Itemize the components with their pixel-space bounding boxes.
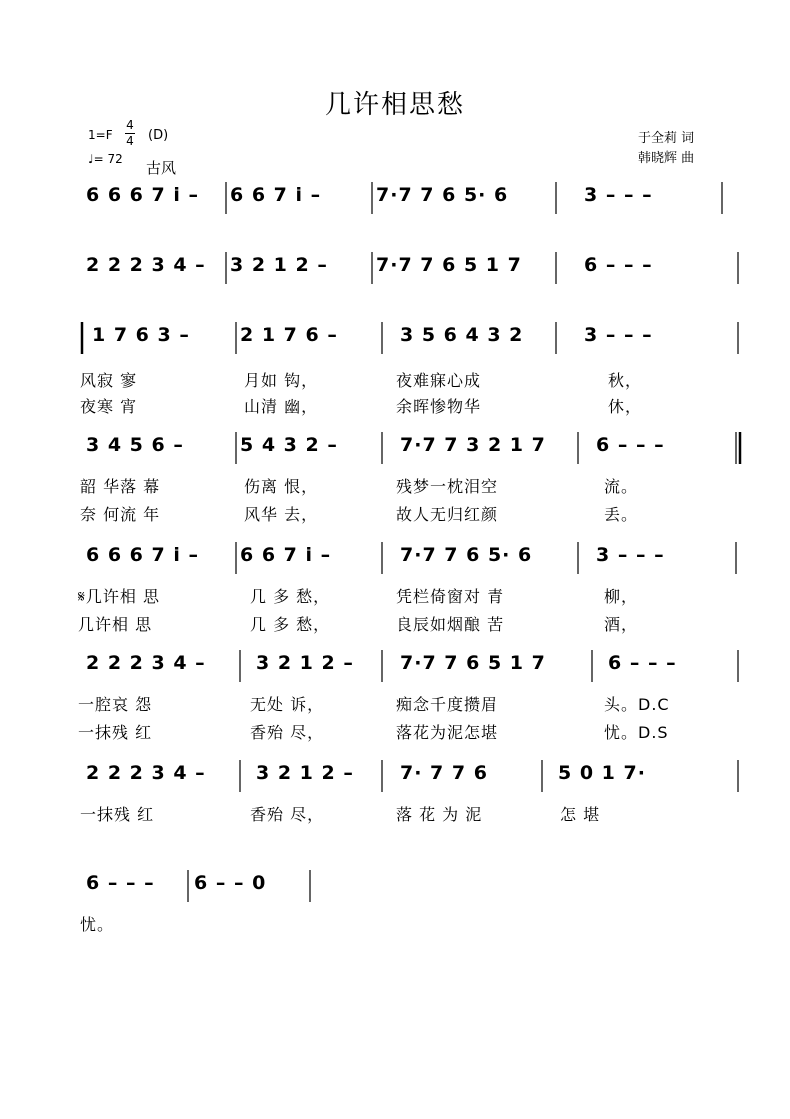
- measure: 3 2 1 2 –: [230, 254, 328, 276]
- measure: 7· 7 7 6: [400, 762, 488, 784]
- lyric-text: 柳，: [604, 587, 639, 606]
- measure: 3 – – –: [584, 324, 653, 346]
- lyric-text: 落 花 为 泥: [396, 805, 483, 824]
- lyric-text: 几 多 愁，: [250, 587, 331, 606]
- lyric-text: 头。D.C: [604, 695, 670, 714]
- lyric-text: 余晖惨物华: [396, 397, 482, 416]
- lyric-text: 奈 何流 年: [80, 505, 161, 524]
- lyric-text: 香殆 尽，: [250, 805, 325, 824]
- lyric-text: 忧。: [80, 915, 115, 934]
- lyric-text: 香殆 尽，: [250, 723, 325, 742]
- lyric-text: 韶 华落 幕: [80, 477, 161, 496]
- lyric-text: 𝄋几许相 思: [78, 587, 160, 606]
- measure: 2 2 2 3 4 –: [86, 254, 206, 276]
- lyric-text: 休，: [608, 397, 643, 416]
- measure: 3 5 6 4 3 2: [400, 324, 524, 346]
- measure: 3 2 1 2 –: [256, 762, 354, 784]
- time-signature-bottom: 4: [126, 134, 134, 148]
- measure: 3 4 5 6 –: [86, 434, 184, 456]
- measure: 6 6 7 i –: [230, 184, 322, 206]
- alternate-key: (D): [148, 128, 169, 143]
- lyric-text: 风寂 寥: [80, 371, 138, 390]
- measure: 7·7 7 6 5· 6: [376, 184, 509, 206]
- lyric-text: 夜难寐心成: [396, 371, 482, 390]
- lyric-text: 风华 去，: [244, 505, 319, 524]
- lyric-text: 凭栏倚窗对 青: [396, 587, 505, 606]
- lyric-text: 伤离 恨，: [244, 477, 319, 496]
- measure: 6 – – –: [584, 254, 653, 276]
- measure: 1 7 6 3 –: [92, 324, 190, 346]
- lyric-text: 丢。: [604, 505, 639, 524]
- measure: 7·7 7 6 5 1 7: [376, 254, 522, 276]
- measure: 7·7 7 6 5· 6: [400, 544, 533, 566]
- lyric-text: 月如 钩，: [244, 371, 319, 390]
- measure: 6 – – 0: [194, 872, 267, 894]
- measure: 3 – – –: [596, 544, 665, 566]
- page-title: 几许相思愁: [324, 90, 465, 120]
- lyricist-credit: 于全莉 词: [638, 131, 695, 146]
- lyric-text: 无处 诉，: [250, 695, 325, 714]
- measure: 3 2 1 2 –: [256, 652, 354, 674]
- lyric-text: 几许相 思: [78, 615, 153, 634]
- measure: 2 2 2 3 4 –: [86, 652, 206, 674]
- measure: 7·7 7 3 2 1 7: [400, 434, 546, 456]
- time-signature-top: 4: [126, 118, 134, 132]
- measure: 7·7 7 6 5 1 7: [400, 652, 546, 674]
- lyric-text: 酒，: [604, 615, 639, 634]
- measure: 6 6 6 7 i –: [86, 544, 199, 566]
- lyric-text: 夜寒 宵: [80, 397, 138, 416]
- lyric-text: 一抹残 红: [78, 723, 153, 742]
- measure: 3 – – –: [584, 184, 653, 206]
- lyric-text: 几 多 愁，: [250, 615, 331, 634]
- lyric-text: 一抹残 红: [80, 805, 155, 824]
- key-signature: 1=F: [88, 128, 113, 142]
- lyric-text: 落花为泥怎堪: [396, 723, 499, 742]
- tempo-marking: ♩= 72: [88, 152, 123, 166]
- lyric-text: 忧。D.S: [604, 723, 669, 742]
- measure: 2 1 7 6 –: [240, 324, 338, 346]
- lyric-text: 故人无归红颜: [396, 505, 499, 524]
- measure: 6 – – –: [86, 872, 155, 894]
- lyric-text: 流。: [604, 477, 639, 496]
- measure: 6 6 6 7 i –: [86, 184, 199, 206]
- measure: 6 6 7 i –: [240, 544, 332, 566]
- lyric-text: 秋，: [608, 371, 643, 390]
- lyric-text: 痴念千度攒眉: [396, 695, 499, 714]
- composer-credit: 韩晓辉 曲: [638, 151, 695, 166]
- style-marking: 古风: [146, 159, 177, 177]
- measure: 2 2 2 3 4 –: [86, 762, 206, 784]
- measure: 5 4 3 2 –: [240, 434, 338, 456]
- measure: 6 – – –: [596, 434, 665, 456]
- measure: 5 0 1 7·: [558, 762, 646, 784]
- measure: 6 – – –: [608, 652, 677, 674]
- lyric-text: 残梦一枕泪空: [396, 477, 499, 496]
- lyric-text: 良辰如烟酿 苦: [396, 615, 505, 634]
- lyric-text: 一腔哀 怨: [78, 695, 153, 714]
- quarter-note-icon: ♩: [88, 152, 94, 166]
- lyric-text: 怎 堪: [560, 805, 601, 824]
- lyric-text: 山清 幽，: [244, 397, 319, 416]
